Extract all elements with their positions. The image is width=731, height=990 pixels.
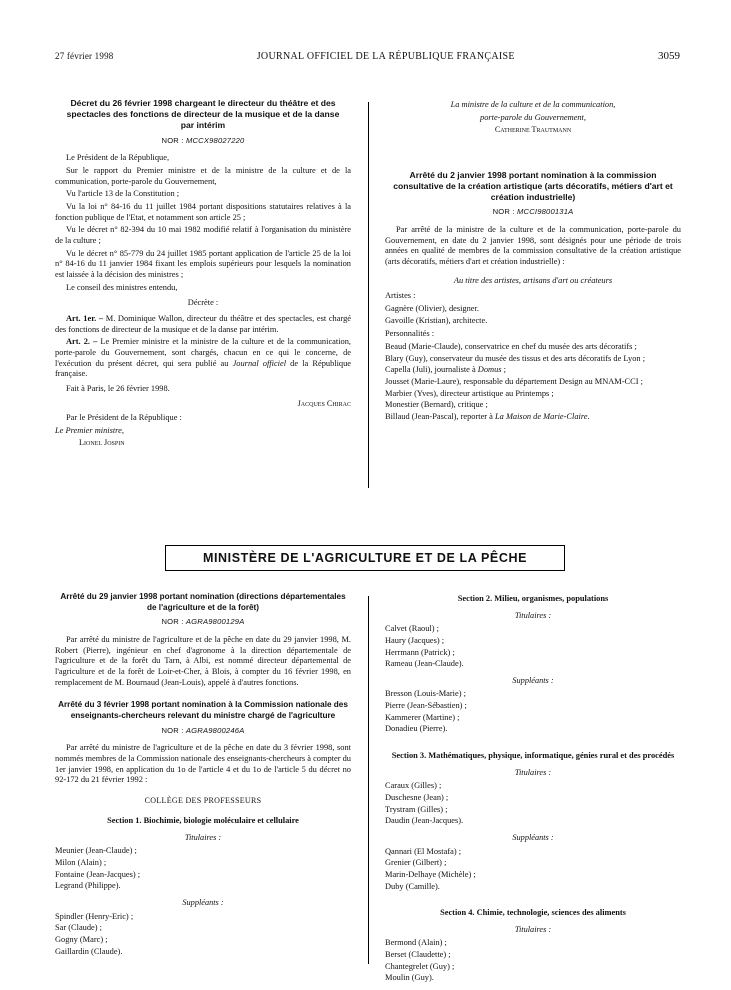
countersign-intro: Par le Président de la République : [66,413,182,422]
issue-date: 27 février 1998 [55,51,114,61]
list-item: Daudin (Jean-Jacques). [385,816,464,826]
list-item: Qannari (El Mostafa) ; [385,846,462,856]
nor-label: NOR : [161,135,184,145]
section-2-suppleants-label: Suppléants : [512,675,554,685]
decree-place-date: Fait à Paris, le 26 février 1998. [66,383,170,393]
decree-p7: Le conseil des ministres entendu, [66,282,178,292]
decree-nor [55,136,351,146]
signature-prime-minister: Lionel Jospin [79,438,125,448]
arrete-3fev-p1: Par arrêté du ministre de l'agriculture et de la pêche en date du 3 février 1998, sont nommés membres de la Commission nationale des enseignants-chercheurs à compter du 1er janvier 1998, en application du 1o de l'article 4 et du 1o de l'article 5 du décret no 92-172 du 21 février 1992 : [55,743,351,785]
section-1-titulaires-list [55,846,351,892]
section-2-suppleants-list [385,689,681,735]
list-item: Marbier (Yves), directeur artistique au Printemps ; [385,388,554,398]
list-item: Rameau (Jean-Claude). [385,659,464,669]
list-item: Fontaine (Jean-Jacques) ; [55,869,141,879]
list-item: Duby (Camille). [385,881,440,891]
arrete-29jan-p1: Par arrêté du ministre de l'agriculture et de la pêche en date du 29 janvier 1998, M. Robert (Pierre), ingénieur en chef d'agronome à la direction départementale de l'agriculture et de la forêt du Tarn, à Albi, est nommé directeur départemental de l'agriculture et de la forêt de Loir-et-Cher, à Blois, à compter du 16 février 1998, en remplacement de M. Bournaud (Jean-Louis), appelé à d'autres fonctions. [55,634,351,687]
artists-label: Artistes : [385,291,416,301]
article-2-text2: de la République française. [55,358,352,379]
nor-label: NOR : [492,207,515,217]
nor-value: MCCX98027220 [185,135,245,145]
decree-heading: Décret du 26 février 1998 chargeant le directeur du théâtre et des spectacles des fonctions de directeur de la musique et de la danse par intérim [66,98,340,131]
list-item: Marin-Delhaye (Michèle) ; [385,869,476,879]
list-item: Berset (Claudette) ; [385,950,451,960]
article-2-italic: Journal officiel [232,358,287,368]
list-item: Gaillardin (Claude). [55,946,123,956]
list-item: Chantegrelet (Guy) ; [385,961,455,971]
personalities-label: Personnalités : [385,329,435,339]
section-1-titulaires-label: Titulaires : [184,832,222,842]
nor-label: NOR : [161,617,184,627]
article-1-label: Art. 1er. – [66,313,104,323]
list-item: Herrmann (Patrick) ; [385,647,455,657]
list-item: Meunier (Jean-Claude) ; [55,846,137,856]
column-divider-lower [368,596,369,964]
section-4-titulaires-label: Titulaires : [514,924,552,934]
section-3-titulaires-list [385,781,681,827]
list-item: Billaud (Jean-Pascal), reporter à La Maison de Marie-Claire. [385,411,590,421]
article-1-text: M. Dominique Wallon, directeur du théâtre et des spectacles, est chargé des fonctions de directeur de la musique et de la danse par intérim. [55,313,352,334]
arrete-3fev-nor [55,726,351,736]
column-left-upper [55,98,351,451]
section-4-titulaires-list [385,938,681,984]
nor-value: MCCI9800131A [516,207,574,217]
decree-p6: Vu le décret n° 85-779 du 24 juillet 1985 portant application de l'article 25 de la loi n° 84-16 du 11 janvier 1984 fixant les emplois supérieurs pour lesquels la nomination est laissée à la décision des ministres ; [55,248,351,279]
page-number: 3059 [658,50,680,62]
arrete-29jan-nor [55,617,351,627]
minister-sig-line2: porte-parole du Gouvernement, [480,112,586,122]
decree-p5: Vu le décret n° 82-394 du 10 mai 1982 modifié relatif à l'organisation du ministère de la culture ; [55,225,351,245]
section-2-titulaires-list [385,624,681,670]
list-item: Grenier (Gilbert) ; [385,858,447,868]
list-item: Pierre (Jean-Sébastien) ; [385,701,467,711]
list-item: Sar (Claude) ; [55,923,102,933]
arrete-29jan-heading: Arrêté du 29 janvier 1998 portant nomination (directions départementales de l'agriculture et de la forêt) [60,592,346,612]
list-item: Trystram (Gilles) ; [385,804,448,814]
list-item: Duschesne (Jean) ; [385,792,449,802]
personalities-list [385,342,681,423]
list-item: Caraux (Gilles) ; [385,781,442,791]
arrete-nor [385,207,681,217]
list-item: Blary (Guy), conservateur du musée des tissus et des arts décoratifs de Lyon ; [385,353,646,363]
countersign-pm-title: Le Premier ministre, [55,425,124,435]
college-title: COLLÈGE DES PROFESSEURS [144,795,262,805]
arrete-section-title: Au titre des artistes, artisans d'art ou créateurs [453,275,613,285]
section-3-suppleants-label: Suppléants : [512,833,554,842]
list-item: Jousset (Marie-Laure), responsable du département Design au MNAM-CCI ; [385,376,643,386]
lower-two-column-block [55,592,680,983]
column-left-lower [55,592,351,958]
list-item: Beaud (Marie-Claude), conservatrice en chef du musée des arts décoratifs ; [385,341,637,351]
artists-list [385,304,681,326]
list-item: Capella (Juli), journaliste à Domus ; [385,365,506,375]
list-item: Legrand (Philippe). [55,881,121,891]
section-1-suppleants-label: Suppléants : [182,898,224,907]
page-masthead [55,50,680,62]
section-3-suppleants-list [385,847,681,893]
list-item: Calvet (Raoul) ; [385,624,439,634]
section-4-title: Section 4. Chimie, technologie, sciences des aliments [440,908,626,918]
decree-p1: Le Président de la République, [66,153,170,163]
list-item: Monestier (Bernard), critique ; [385,400,488,410]
column-right-upper [385,98,681,424]
article-2-label: Art. 2. – [66,337,98,347]
section-2-title: Section 2. Milieu, organismes, populations [457,594,609,603]
nor-value: AGRA9800129A [185,617,245,627]
list-item: Kammerer (Martine) ; [385,712,460,722]
nor-value: AGRA9800246A [185,725,245,735]
signature-culture-minister: Catherine Trautmann [494,125,572,135]
column-right-lower [385,592,681,985]
list-item: Donadieu (Pierre). [385,724,448,734]
decree-decrete: Décrète : [187,298,219,308]
minister-sig-line1: La ministre de la culture et de la communication, [450,100,616,109]
decree-article-2 [55,337,351,380]
section-3-titulaires-label: Titulaires : [514,767,552,777]
signature-president: Jacques Chirac [297,398,351,408]
list-item: Haury (Jacques) ; [385,635,445,645]
section-1-title: Section 1. Biochimie, biologie moléculaire et cellulaire [107,816,299,826]
ministry-banner-label: MINISTÈRE DE L'AGRICULTURE ET DE LA PÊCHE [202,551,528,565]
section-2-titulaires-label: Titulaires : [514,610,552,620]
upper-two-column-block [55,98,680,518]
list-item: Spindler (Henry-Eric) ; [55,911,134,921]
arrete-p1: Par arrêté de la ministre de la culture et de la communication, porte-parole du Gouvernement, en date du 2 janvier 1998, sont désignés pour une période de trois années en qualité de membres de la commission consultative de la création artistique (arts décoratifs, métiers d'art et création industrielle) : [385,224,681,266]
nor-label: NOR : [161,725,184,735]
list-item: Moulin (Guy). [385,973,434,983]
ministry-banner [165,545,565,571]
decree-p4: Vu la loi n° 84-16 du 11 juillet 1984 portant dispositions statutaires relatives à la fonction publique de l'Etat, et notamment son article 25 ; [55,201,351,222]
decree-article-1 [55,314,351,335]
journal-title: JOURNAL OFFICIEL DE LA RÉPUBLIQUE FRANÇAISE [256,51,515,62]
list-item: Gogny (Marc) ; [55,934,108,944]
column-divider-upper [368,102,369,488]
list-item: Gagnère (Olivier), designer. [385,303,479,313]
list-item: Bermond (Alain) ; [385,938,447,948]
list-item: Gavoille (Kristian), architecte. [385,315,488,325]
section-1-suppleants-list [55,912,351,958]
arrete-heading: Arrêté du 2 janvier 1998 portant nomination à la commission consultative de la création artistique (arts décoratifs, métiers d'art et création industrielle) [393,169,673,203]
decree-p3: Vu l'article 13 de la Constitution ; [66,189,180,199]
list-item: Milon (Alain) ; [55,857,107,867]
decree-p2: Sur le rapport du Premier ministre et de la ministre de la culture et de la communication, porte-parole du Gouvernement, [55,165,351,186]
list-item: Bresson (Louis-Marie) ; [385,689,466,699]
section-3-title: Section 3. Mathématiques, physique, informatique, génies rural et des procédés [391,751,675,761]
arrete-3fev-heading: Arrêté du 3 février 1998 portant nomination à la Commission nationale des enseignants-chercheurs relevant du ministre chargé de l'agriculture [58,700,348,720]
article-2-text: Le Premier ministre et la ministre de la culture et de la communication, porte-parole du Gouvernement, sont chargés, chacun en ce qui le concerne, de l'exécution du présent décret, qui sera publié au [55,337,351,368]
